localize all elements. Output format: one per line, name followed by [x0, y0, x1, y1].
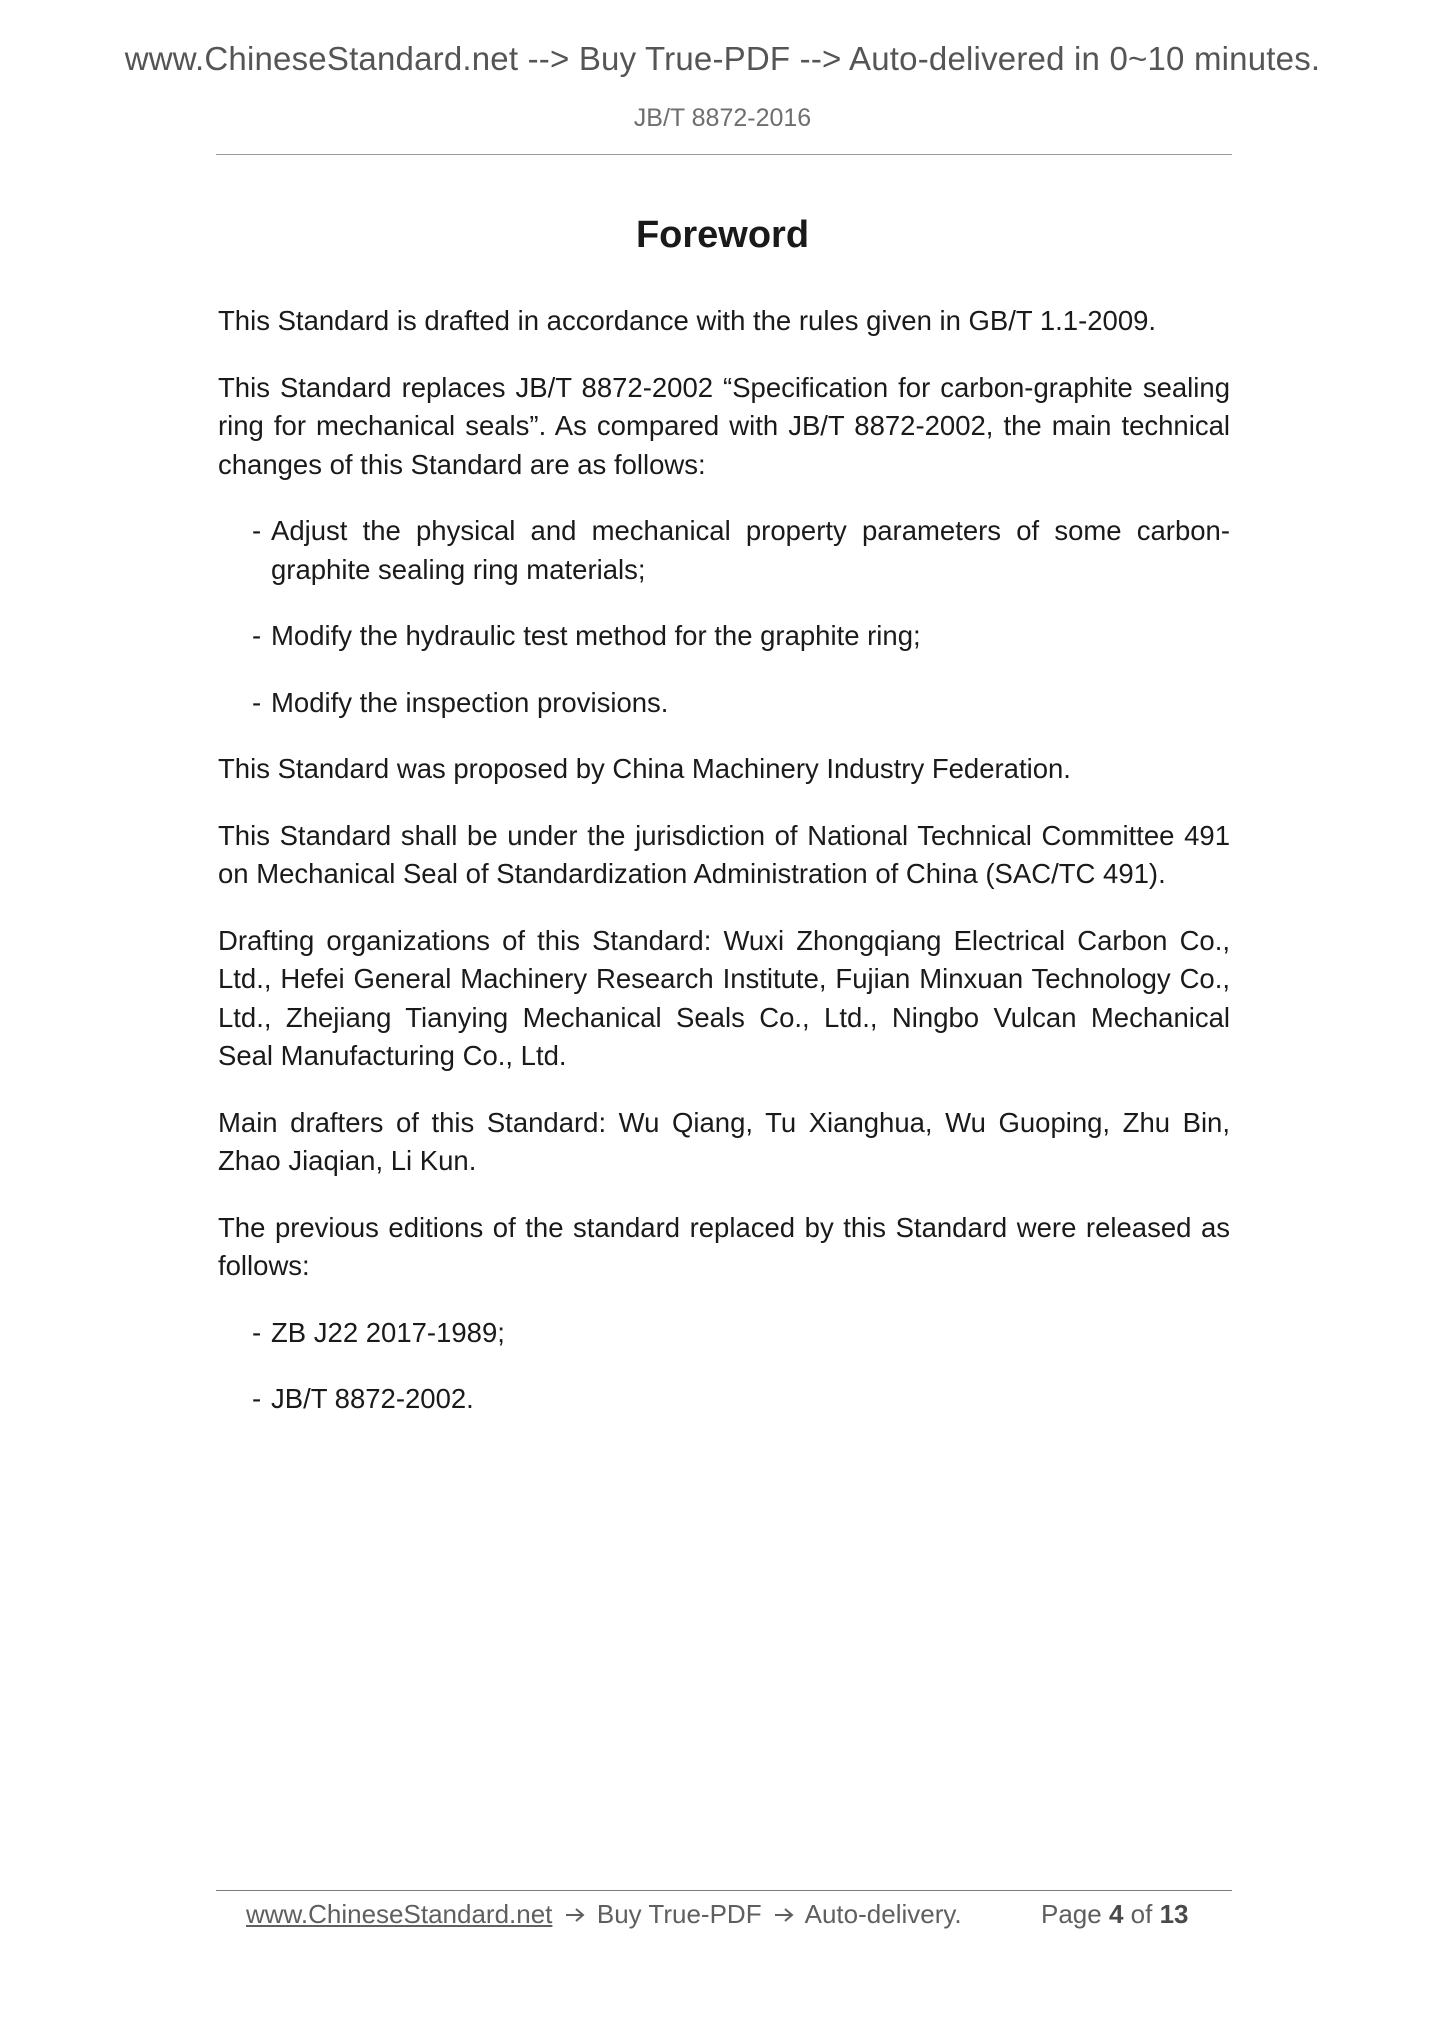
right-arrow-icon [773, 1906, 795, 1924]
paragraph-proposed-by: This Standard was proposed by China Machinery Industry Federation. [218, 753, 1071, 784]
list-item [218, 1380, 1230, 1419]
paragraph-previous-editions: The previous editions of the standard replaced by this Standard were released as follows: [218, 1211, 1230, 1281]
page-total: 13 [1159, 1899, 1189, 1929]
list-item-text: ZB J22 2017-1989; [271, 1316, 505, 1348]
page-indicator [1041, 1899, 1189, 1930]
footer-delivery-text: Auto-delivery. [804, 1899, 962, 1929]
list-item-text: Adjust the physical and mechanical property parameters of some carbon-graphite sealing ring materials; [271, 515, 1230, 585]
paragraph-drafting-rules: This Standard is drafted in accordance with the rules given in GB/T 1.1-2009. [218, 305, 1157, 336]
page-title: Foreword [635, 214, 810, 256]
paragraph-main-drafters: Main drafters of this Standard: Wu Qiang, Tu Xianghua, Wu Guoping, Zhu Bin, Zhao Jiaqian, Li Kun. [218, 1106, 1230, 1176]
list-dash: - [252, 1316, 262, 1348]
list-item [218, 1314, 1230, 1353]
list-item-text: JB/T 8872-2002. [271, 1383, 474, 1414]
list-item [218, 512, 1230, 589]
list-dash: - [252, 686, 262, 718]
list-dash: - [252, 1383, 262, 1414]
list-item-text: Modify the inspection provisions. [271, 686, 669, 718]
top-banner: www.ChineseStandard.net --> Buy True-PDF --> Auto-delivered in 0~10 minutes. [124, 40, 1321, 77]
header-divider [216, 154, 1232, 155]
list-item [218, 617, 1230, 656]
paragraph-replaces: This Standard replaces JB/T 8872-2002 “Specification for carbon-graphite sealing ring for mechanical seals”. As compared with JB/T 8872-2002, the main technical changes of this Standard are as follows: [218, 371, 1230, 480]
footer-buy-text: Buy True-PDF [596, 1899, 762, 1929]
document-code: JB/T 8872-2016 [633, 104, 812, 132]
page-number: 4 [1108, 1899, 1124, 1929]
footer-left [246, 1899, 962, 1930]
footer-divider [216, 1890, 1232, 1891]
page-footer [246, 1899, 1216, 1935]
technical-changes-list [218, 512, 1230, 722]
list-dash: - [252, 620, 262, 651]
foreword-body [218, 302, 1230, 1447]
previous-editions-list [218, 1314, 1230, 1419]
list-item [218, 684, 1230, 723]
page-label: Page [1041, 1899, 1102, 1929]
paragraph-jurisdiction: This Standard shall be under the jurisdiction of National Technical Committee 491 on Mechanical Seal of Standardization Administration of China (SAC/TC 491). [218, 819, 1230, 889]
paragraph-drafting-organizations: Drafting organizations of this Standard: Wuxi Zhongqiang Electrical Carbon Co., Ltd., Hefei General Machinery Research Institute, Fujian Minxuan Technology Co., Ltd., Zhejiang Tianying Mechanical Seals Co., Ltd., Ningbo Vulcan Mechanical Seal Manufacturing Co., Ltd. [218, 924, 1230, 1071]
footer-site-link[interactable]: www.ChineseStandard.net [246, 1899, 553, 1929]
list-dash: - [252, 515, 262, 546]
right-arrow-icon [564, 1906, 586, 1924]
list-item-text: Modify the hydraulic test method for the graphite ring; [271, 620, 921, 651]
of-label: of [1130, 1899, 1153, 1929]
